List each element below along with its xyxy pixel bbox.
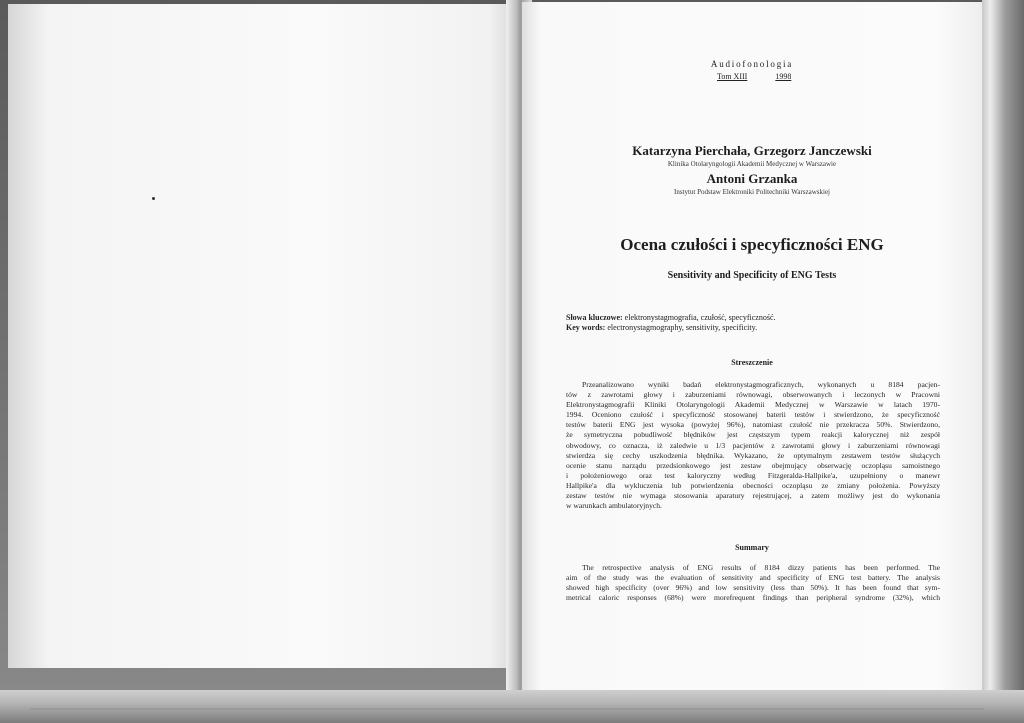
journal-name: Audiofonologia: [710, 59, 794, 69]
streszczenie-heading: Streszczenie: [731, 358, 773, 367]
summary-heading: Summary: [735, 543, 769, 552]
abstract-line: tów z zawrotami głowy i zaburzeniami równowagi, obserwowanych i leczonych w Pracowni: [566, 390, 940, 400]
abstract-line: w warunkach ambulatoryjnych.: [566, 501, 662, 511]
summary-line: aim of the study was the evaluation of sensitivity and specificity of ENG test battery. The analysis: [566, 573, 940, 583]
abstract-line: testów baterii ENG jest wysoka (powyżej 96%), natomiast czułość nie przekracza 50%. Stwierdzono,: [566, 420, 940, 430]
affiliation-1: Klinika Otolaryngologii Akademii Medycznej w Warszawie: [667, 160, 837, 168]
summary-line: showed high specificity (over 96%) and low sensitivity (less than 50%). It has been found that sym-: [566, 583, 940, 593]
affiliation-2: Instytut Podstaw Elektroniki Politechniki Warszawskiej: [673, 188, 830, 196]
article-title-english: Sensitivity and Specificity of ENG Tests: [667, 270, 837, 281]
summary-line: The retrospective analysis of ENG results of 8184 dizzy patients has been performed. The: [582, 563, 940, 572]
keywords-english-value: electronystagmography, sensitivity, specificity.: [605, 323, 758, 332]
authors-group-2: Antoni Grzanka: [706, 171, 798, 186]
streszczenie-paragraph: [566, 380, 940, 511]
keywords-polish-value: elektronystagmografia, czułość, specyficzność.: [622, 313, 776, 322]
keywords-english-label: Key words:: [566, 323, 606, 332]
abstract-line: Przeanalizowano wyniki badań elektronystagmograficznych, wykonanych u 8184 pacjen-: [582, 380, 940, 389]
volume-year: 1998: [775, 72, 792, 81]
abstract-line: zestaw testów nie wymaga stosowania aparatury rejestrującej, a zatem możliwy jest do wykonania: [566, 491, 940, 501]
scanner-edge-line: [30, 708, 984, 710]
abstract-line: Elektronystagmografii Kliniki Otolaryngologii Akademii Medycznej w Warszawie w latach 1970-: [566, 400, 940, 410]
abstract-line: Hallpike'a dla wykluczenia lub potwierdzenia obecności oczopląsu ze zmiany położenia. Powyższy: [566, 480, 940, 490]
article-title-polish: Ocena czułości i specyficzności ENG: [620, 235, 884, 254]
keywords-polish: [566, 313, 776, 322]
page-stack-edge: [982, 0, 1024, 723]
keywords-english: [566, 323, 757, 332]
summary-paragraph: [566, 563, 940, 603]
authors-group-1: Katarzyna Pierchała, Grzegorz Janczewski: [632, 143, 872, 158]
abstract-line: i położeniowego oraz test kaloryczny według Fitzgeralda-Hallpike'a, uzupełniony o manewr: [566, 470, 940, 480]
scan-speck: [152, 197, 155, 200]
abstract-line: 1994. Oceniono czułość i specyficzność stosowanej baterii testów i stwierdzono, że specyficzność: [566, 410, 940, 420]
abstract-line: obwodowy, co oznacza, iż zaledwie u 1/3 pacjentów z zawrotami głowy i zaburzeniami równowagi: [566, 440, 940, 450]
keywords-polish-label: Słowa kluczowe:: [566, 313, 623, 322]
abstract-line: że symetryczna pobudliwość błędników jest częstszym typem reakcji kalorycznej niż zespół: [566, 430, 940, 440]
volume-line: [717, 72, 791, 81]
right-article-page: [522, 2, 982, 696]
volume-number: Tom XIII: [717, 72, 748, 81]
scanner-bottom-edge: [0, 690, 1024, 723]
abstract-line: ocenie stanu narządu przedsionkowego jest zestaw obejmujący obserwację oczopląsu samoistnego: [566, 460, 940, 470]
summary-line: metrical caloric responses (68%) were morefrequent findings than peripheral syndrome (32%), which: [566, 593, 940, 603]
left-blank-page: [8, 4, 514, 668]
abstract-line: stwierdza się cechy uszkodzenia błędnika. Wykazano, że optymalnym zestawem testów służących: [566, 450, 940, 460]
